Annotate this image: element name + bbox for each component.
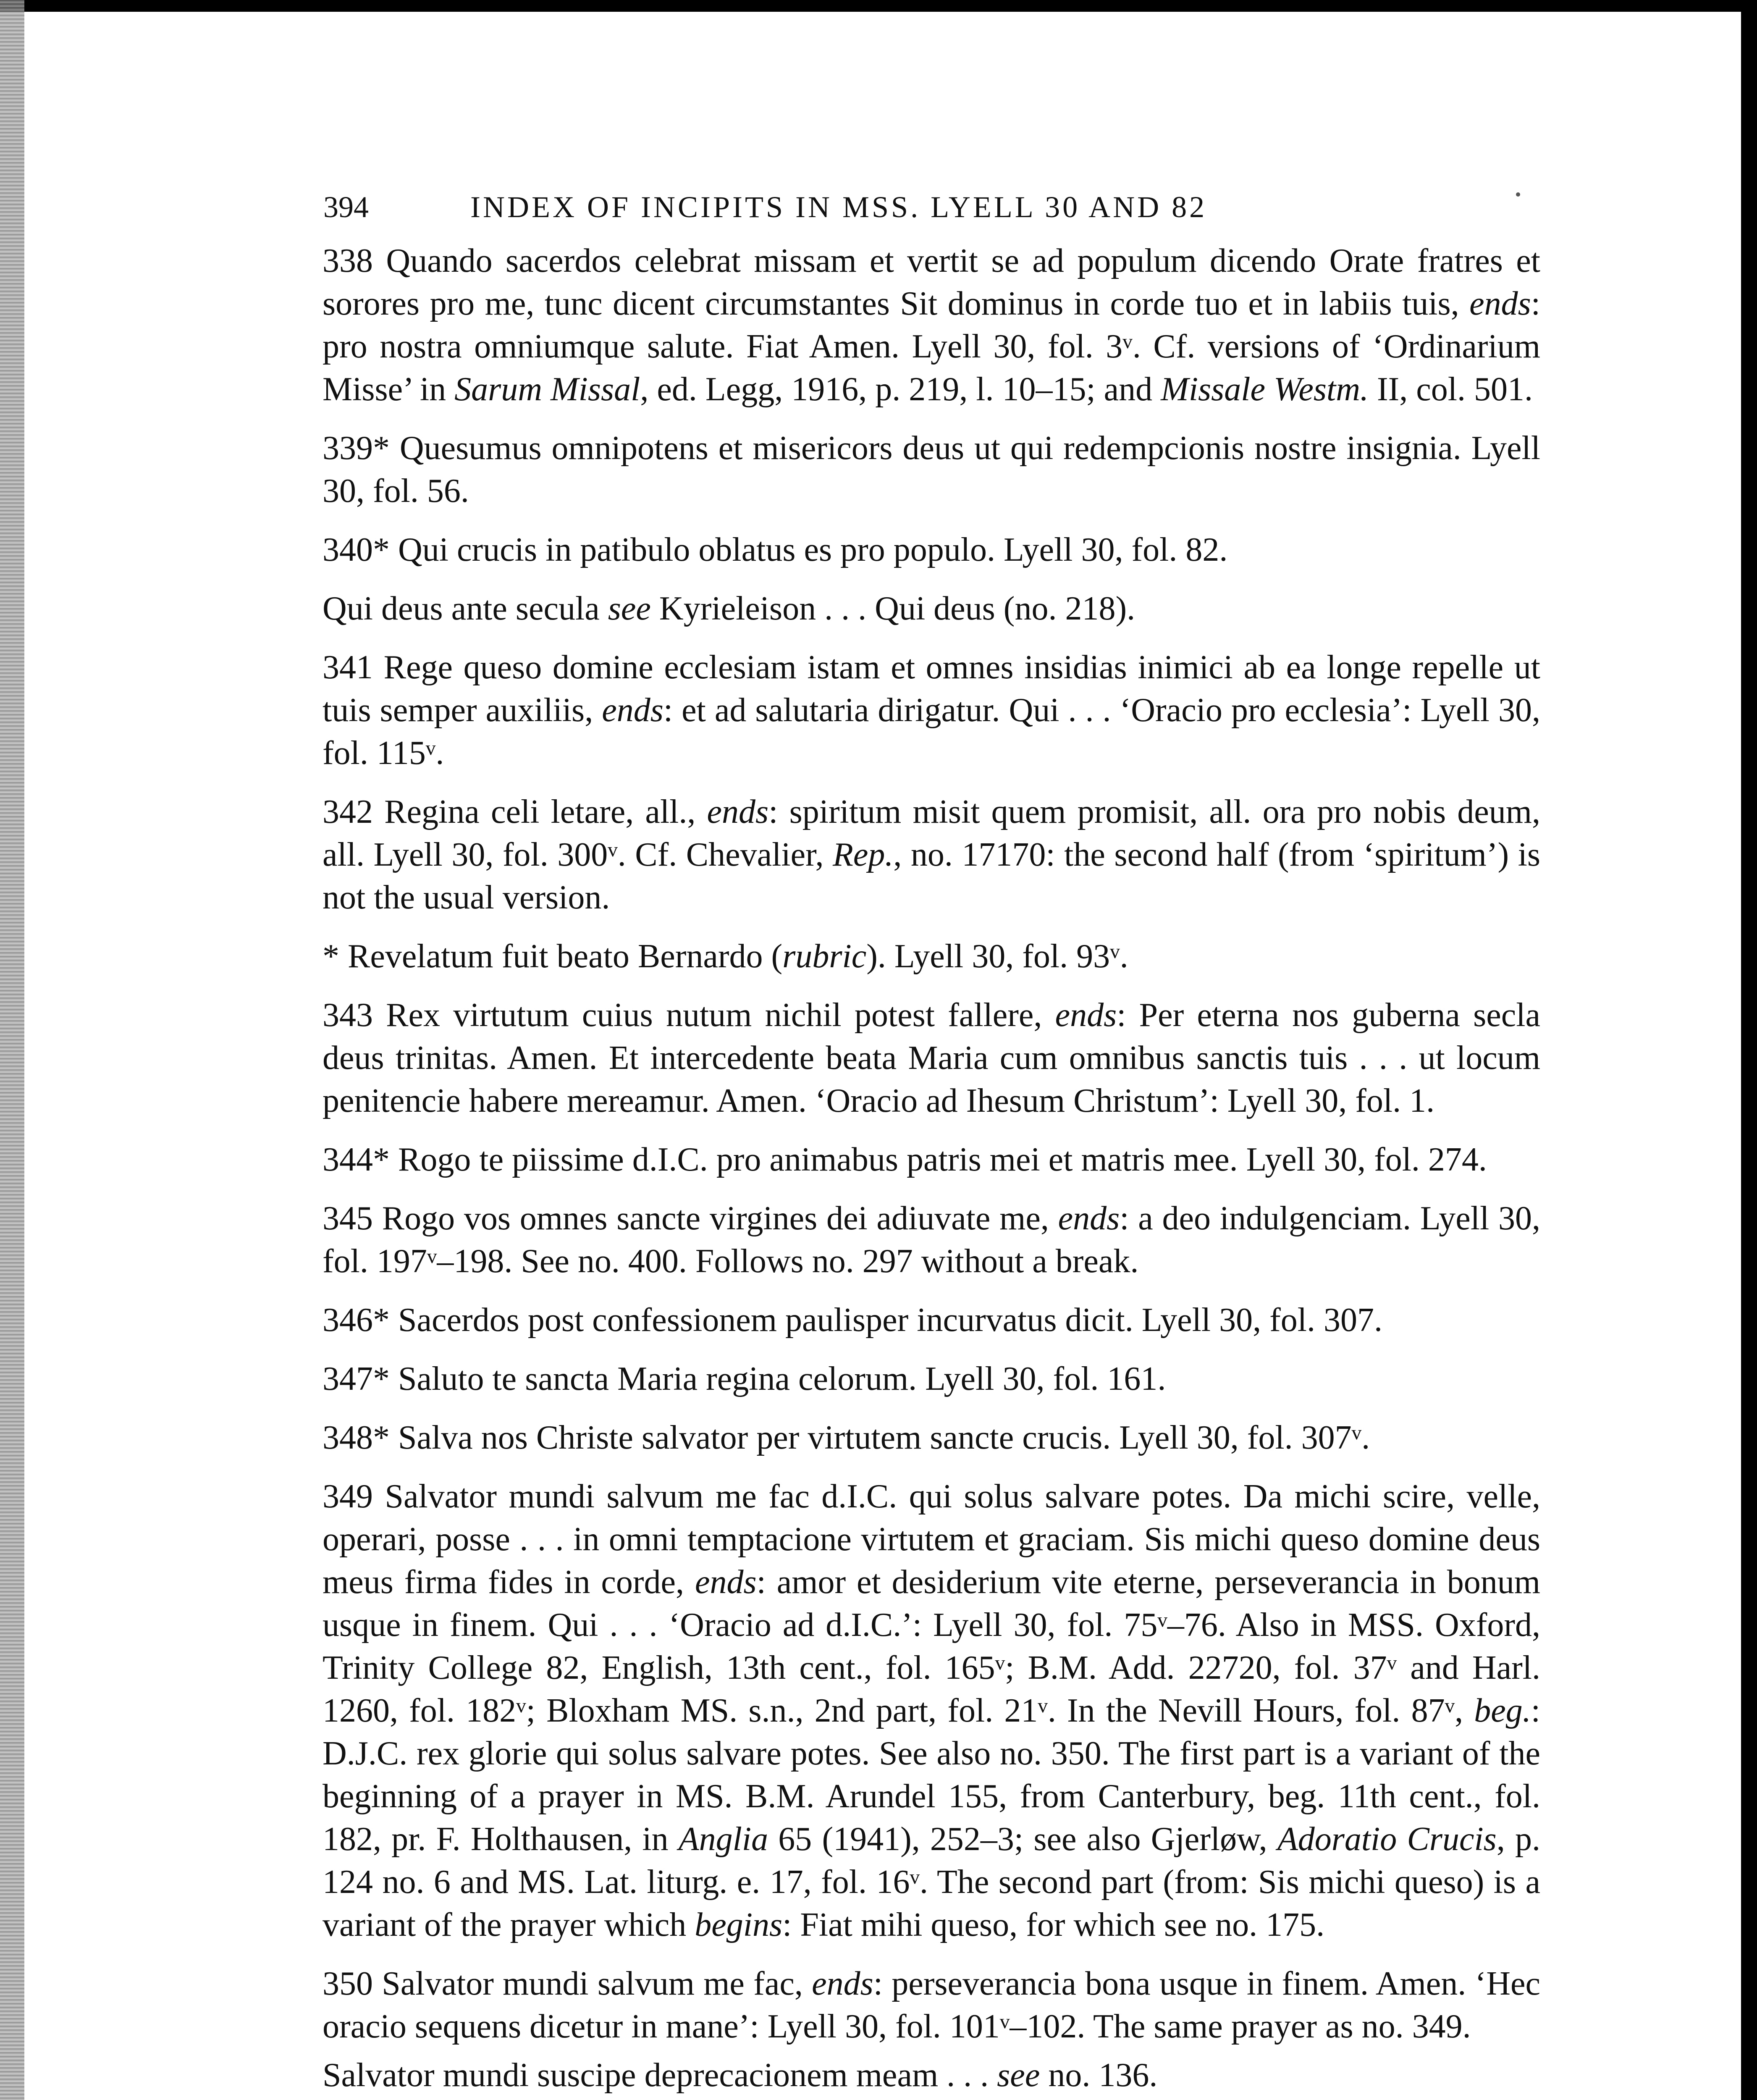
entry-text: : Fiat mihi queso, for which see no. 175. — [782, 1906, 1325, 1943]
entry-text: 344* Rogo te piissime d.I.C. pro animabus patris mei et matris mee. Lyell 30, fol. 274. — [323, 1141, 1487, 1178]
index-entry — [323, 1138, 1540, 1181]
entry-text: 342 Regina celi letare, all., — [323, 793, 707, 830]
index-entry — [323, 790, 1540, 919]
entry-text: 340* Qui crucis in patibulo oblatus es pro populo. Lyell 30, fol. 82. — [323, 531, 1228, 568]
entry-text: 341 Rege queso domine ecclesiam istam et omnes insidias inimici ab ea longe repelle ut tuis semper auxiliis, — [323, 649, 1540, 729]
scan-top-border — [0, 0, 1757, 12]
italic-text: Rep. — [833, 836, 894, 873]
entry-text: 347* Saluto te sancta Maria regina celorum. Lyell 30, fol. 161. — [323, 1360, 1166, 1397]
italic-text: rubric — [782, 938, 867, 975]
italic-text: ends — [812, 1965, 873, 2002]
entry-text: 65 (1941), 252–3; see also Gjerløw, — [768, 1821, 1277, 1858]
italic-text: ends — [1055, 997, 1117, 1034]
entry-text: , ed. Legg, 1916, p. 219, l. 10–15; and — [640, 371, 1161, 408]
index-entry — [323, 1197, 1540, 1283]
entry-text: : a deo indulgenciam. Lyell 30, fol. 197ᵛ–198. See no. 400. Follows no. 297 without a break. — [323, 1200, 1540, 1280]
index-entry — [323, 1416, 1540, 1459]
italic-text: Adoratio Crucis — [1277, 1821, 1497, 1858]
entry-text: 349 Salvator mundi salvum me fac d.I.C. qui solus salvare potes. Da michi scire, velle, operari, posse . . . in omni temptacione virtutem et graciam. Sis michi queso domine deus meus firma fides in corde, — [323, 1478, 1540, 1601]
entry-text: , no. 17170: the second half (from ‘spiritum’) is not the usual version. — [323, 836, 1540, 916]
italic-text: ends — [602, 692, 663, 729]
entry-text: 343 Rex virtutum cuius nutum nichil potest fallere, — [323, 997, 1055, 1034]
scan-right-border — [1741, 0, 1757, 2100]
italic-text: beg. — [1474, 1692, 1531, 1729]
index-entry — [323, 239, 1540, 411]
entry-text: Kyrieleison . . . Qui deus (no. 218). — [650, 590, 1135, 627]
entry-text: : perseverancia bona usque in finem. Amen. ‘Hec oracio sequens dicetur in mane’: Lyell 30, fol. 101ᵛ–102. The same prayer as no. 349. — [323, 1965, 1540, 2045]
entry-text: 339* Quesumus omnipotens et misericors deus ut qui redempcionis nostre insignia. Lyell 30, fol. 56. — [323, 430, 1540, 509]
italic-text: Anglia — [678, 1821, 768, 1858]
entry-text: no. 136. — [1040, 2057, 1158, 2094]
entry-text: : D.J.C. rex glorie qui solus salvare potes. See also no. 350. The first part is a variant of the beginning of a prayer in MS. B.M. Arundel 155, from Canterbury, beg. 11th cent., fol. 182, pr. F. Holthausen, in — [323, 1692, 1540, 1858]
running-title: INDEX OF INCIPITS IN MSS. LYELL 30 AND 82 — [470, 190, 1207, 224]
index-entry — [323, 1962, 1540, 2048]
entry-text: : et ad salutaria dirigatur. Qui . . . ‘Oracio pro ecclesia’: Lyell 30, fol. 115ᵛ. — [323, 692, 1540, 772]
index-entry — [323, 427, 1540, 512]
italic-text: ends — [1469, 285, 1531, 322]
index-entry — [323, 528, 1540, 571]
entry-text: 346* Sacerdos post confessionem paulisper incurvatus dicit. Lyell 30, fol. 307. — [323, 1302, 1382, 1339]
scan-left-edge — [0, 0, 24, 2100]
page-number: 394 — [323, 190, 369, 224]
entry-text: * Revelatum fuit beato Bernardo ( — [323, 938, 783, 975]
italic-text: Missale Westm. — [1161, 371, 1369, 408]
italic-text: begins — [695, 1906, 783, 1943]
entry-text: ). Lyell 30, fol. 93ᵛ. — [866, 938, 1128, 975]
entry-text: 338 Quando sacerdos celebrat missam et vertit se ad populum dicendo Orate fratres et sorores pro me, tunc dicent circumstantes Sit dominus in corde tuo et in labiis tuis, — [323, 242, 1540, 322]
italic-text: Sarum Missal — [454, 371, 640, 408]
italic-text: see — [997, 2057, 1040, 2094]
index-entry — [323, 587, 1540, 630]
entry-text: 348* Salva nos Christe salvator per virtutem sancte crucis. Lyell 30, fol. 307ᵛ. — [323, 1419, 1370, 1456]
entry-text: : Per eterna nos guberna secla deus trinitas. Amen. Et intercedente beata Maria cum omnibus sanctis tuis . . . ut locum penitencie habere mereamur. Amen. ‘Oracio ad Ihesum Christum’: Lyell 30, fol. 1. — [323, 997, 1540, 1119]
entry-text: II, col. 501. — [1368, 371, 1533, 408]
page-header — [323, 188, 1432, 226]
italic-text: ends — [695, 1564, 757, 1601]
entry-text: 350 Salvator mundi salvum me fac, — [323, 1965, 812, 2002]
entry-text: : pro nostra omniumque salute. Fiat Amen. Lyell 30, fol. 3ᵛ. Cf. versions of ‘Ordinarium Misse’ in — [323, 285, 1540, 408]
index-entry — [323, 994, 1540, 1122]
entry-text: , p. 124 no. 6 and MS. Lat. liturg. e. 17, fol. 16ᵛ. The second part (from: Sis michi queso) is a variant of the prayer which — [323, 1821, 1541, 1943]
entry-text: Salvator mundi suscipe deprecacionem meam . . . — [323, 2057, 997, 2094]
entry-text: : amor et desiderium vite eterne, perseverancia in bonum usque in finem. Qui . . . ‘Oracio ad d.I.C.’: Lyell 30, fol. 75ᵛ–76. Also in MSS. Oxford, Trinity College 82, English, 13th cent., fol. 165ᵛ; B.M. Add. 22720, fol. 37ᵛ and Harl. 1260, fol. 182ᵛ; Bloxham MS. s.n., 2nd part, fol. 21ᵛ. In the Nevill Hours, fol. 87ᵛ, — [323, 1564, 1541, 1729]
entry-text: 345 Rogo vos omnes sancte virgines dei adiuvate me, — [323, 1200, 1058, 1237]
italic-text: see — [608, 590, 651, 627]
index-entry — [323, 1299, 1540, 1341]
italic-text: ends — [1058, 1200, 1120, 1237]
entry-text: Qui deus ante secula — [323, 590, 608, 627]
index-entry — [323, 1475, 1540, 1946]
index-entries — [323, 239, 1540, 2100]
index-entry — [323, 935, 1540, 978]
entry-text: : spiritum misit quem promisit, all. ora pro nobis deum, all. Lyell 30, fol. 300ᵛ. Cf. Chevalier, — [323, 793, 1540, 873]
index-entry — [323, 1357, 1540, 1400]
index-entry — [323, 646, 1540, 774]
speck-mark — [1516, 192, 1520, 197]
italic-text: ends — [707, 793, 769, 830]
index-entry — [323, 2054, 1540, 2097]
